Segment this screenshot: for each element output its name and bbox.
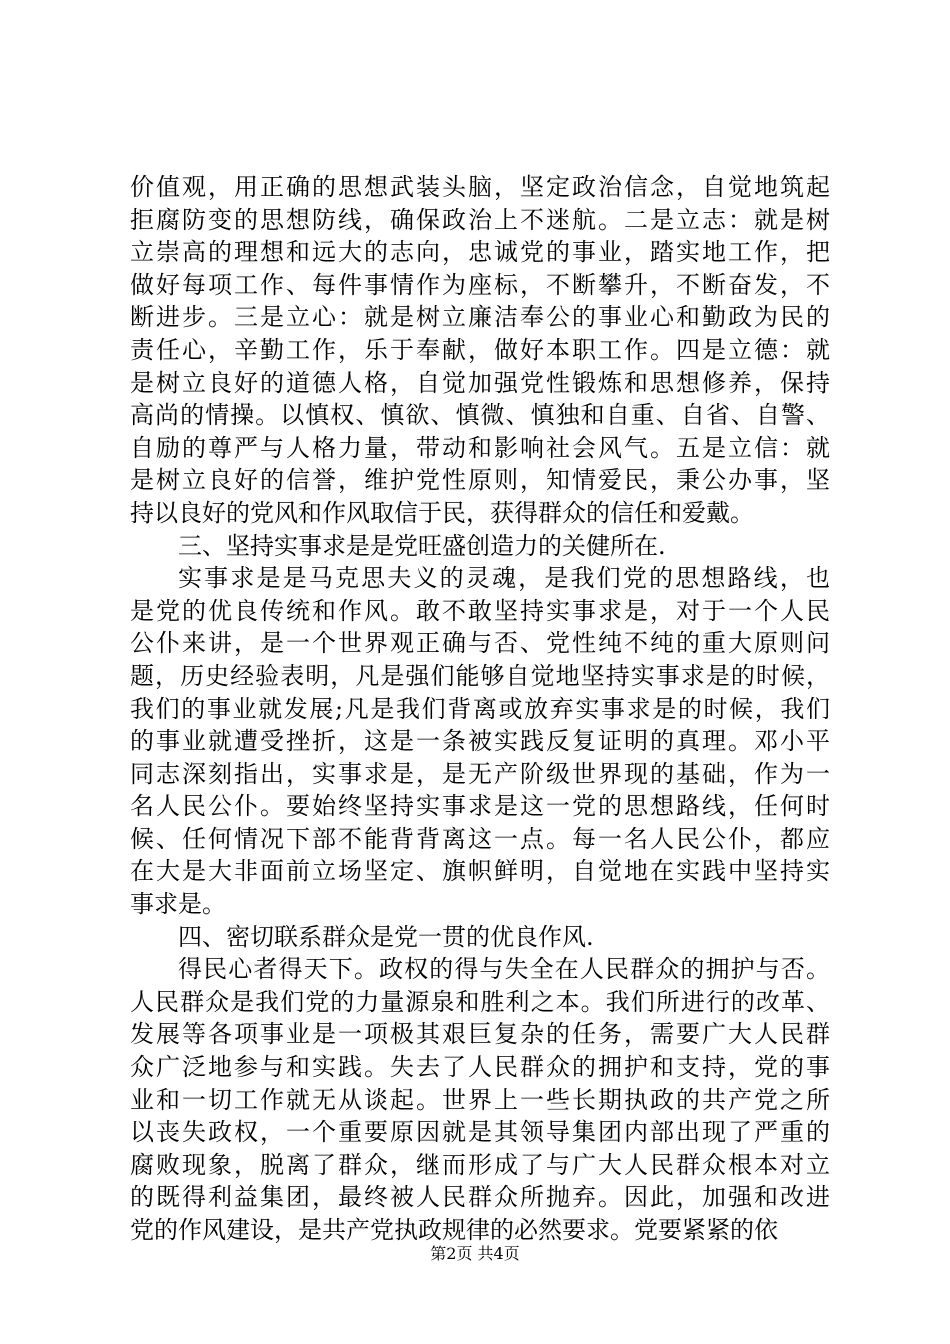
text-line: 以丧失政权，一个重要原因就是其领导集团内部出现了严重的 bbox=[130, 1118, 830, 1147]
text-line: 四、密切联系群众是党一贯的优良作风. bbox=[178, 922, 594, 951]
text-line: 党的作风建设，是共产党执政规律的必然要求。党要紧紧的依 bbox=[130, 1216, 778, 1244]
paragraph bbox=[130, 171, 830, 530]
text-line: 腐败现象，脱离了群众，继而形成了与广大人民群众根本对立 bbox=[130, 1150, 830, 1179]
body-text bbox=[130, 171, 830, 1247]
paragraph bbox=[130, 953, 830, 1246]
paragraph bbox=[130, 921, 830, 954]
text-line: 事求是。 bbox=[130, 890, 226, 919]
text-line: 责任心，辛勤工作，乐于奉献，做好本职工作。四是立德：就 bbox=[130, 335, 830, 364]
text-line: 的既得利益集团，最终被人民群众所抛弃。因此，加强和改进 bbox=[130, 1183, 830, 1212]
text-line: 实事求是是马克思夫义的灵魂，是我们党的思想路线，也 bbox=[178, 564, 830, 593]
paragraph bbox=[130, 562, 830, 921]
text-line: 得民心者得天下。政权的得与失全在人民群众的拥护与否。 bbox=[178, 955, 830, 984]
text-line: 是树立良好的道德人格，自觉加强党性锻炼和思想修养，保持 bbox=[130, 368, 830, 397]
text-line: 的事业就遭受挫折，这是一条被实践反复证明的真理。邓小平 bbox=[130, 727, 830, 756]
text-line: 候、任何情况下部不能背背离这一点。每一名人民公仆，都应 bbox=[130, 824, 830, 853]
text-line: 是树立良好的信誉，维护党性原则，知情爱民，秉公办事，坚 bbox=[130, 466, 830, 495]
page-footer: 第2页 共4页 bbox=[430, 1244, 520, 1263]
text-line: 三、坚持实事求是是党旺盛创造力的关健所在. bbox=[178, 531, 666, 560]
text-line: 断进步。三是立心：就是树立廉洁奉公的事业心和勤政为民的 bbox=[130, 303, 830, 332]
text-line: 题，历史经验表明，凡是强们能够自觉地坚持实事求是的时候， bbox=[130, 661, 830, 690]
text-line: 立崇高的理想和远大的志向，忠诚党的事业，踏实地工作，把 bbox=[130, 238, 830, 267]
text-line: 我们的事业就发展;凡是我们背离或放弃实事求是的时候，我们 bbox=[130, 694, 830, 723]
text-line: 发展等各项事业是一项极其艰巨复杂的任务，需要广大人民群 bbox=[130, 1020, 830, 1049]
text-line: 众广泛地参与和实践。失去了人民群众的拥护和支持，党的事 bbox=[130, 1053, 830, 1082]
text-line: 业和一切工作就无从谈起。世界上一些长期执政的共产党之所 bbox=[130, 1085, 830, 1114]
text-line: 同志深刻指出，实事求是，是无产阶级世界现的基础，作为一 bbox=[130, 759, 830, 788]
text-line: 持以良好的党风和作风取信于民，获得群众的信任和爱戴。 bbox=[130, 498, 754, 527]
text-line: 是党的优良传统和作风。敢不敢坚持实事求是，对于一个人民 bbox=[130, 596, 830, 625]
text-line: 拒腐防变的思想防线，确保政治上不迷航。二是立志：就是树 bbox=[130, 205, 830, 234]
text-line: 自励的尊严与人格力量，带动和影响社会风气。五是立信：就 bbox=[130, 433, 830, 462]
text-line: 在大是大非面前立场坚定、旗帜鲜明，自觉地在实践中坚持实 bbox=[130, 857, 830, 886]
text-line: 人民群众是我们党的力量源泉和胜利之本。我们所进行的改革、 bbox=[130, 987, 830, 1016]
paragraph bbox=[130, 530, 830, 563]
text-line: 高尚的情操。以慎权、慎欲、慎微、慎独和自重、自省、自警、 bbox=[130, 401, 830, 430]
text-line: 名人民公仆。要始终坚持实事求是这一党的思想路线，任何时 bbox=[130, 792, 830, 821]
text-line: 价值观，用正确的思想武装头脑，坚定政治信念，自觉地筑起 bbox=[130, 173, 830, 201]
text-line: 做好每项工作、每件事情作为座标，不断攀升，不断奋发，不 bbox=[130, 270, 830, 299]
text-line: 公仆来讲，是一个世界观正确与否、党性纯不纯的重大原则问 bbox=[130, 629, 830, 658]
